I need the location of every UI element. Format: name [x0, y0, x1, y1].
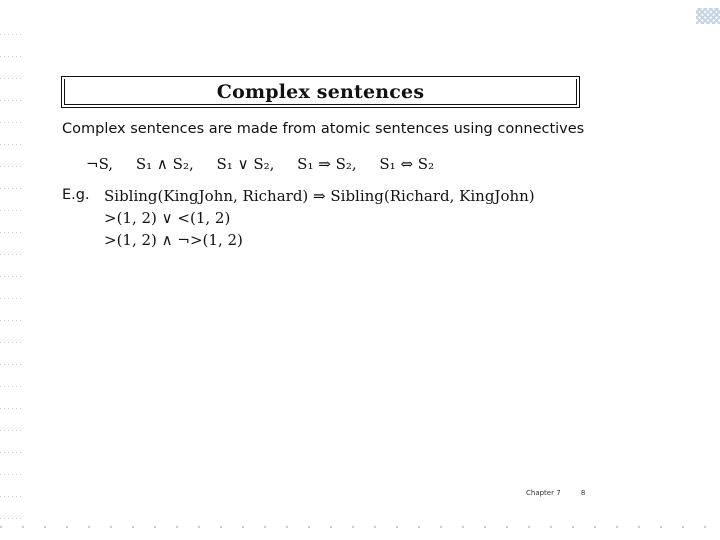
margin-dot-row: [0, 276, 24, 277]
margin-dot-row: [0, 320, 24, 321]
margin-dot-row: [0, 122, 24, 123]
title-inner-frame: [64, 79, 577, 105]
margin-dot-row: [0, 386, 24, 387]
connective-iff: S₁ ⇔ S₂: [379, 155, 435, 173]
margin-dot-row: [0, 78, 24, 79]
margin-dot-row: [0, 496, 24, 497]
margin-dot-row: [0, 166, 24, 167]
margin-dot-row: [0, 254, 24, 255]
margin-dot-row: [0, 34, 24, 35]
margin-dot-row: [0, 408, 24, 409]
margin-dot-row: [0, 342, 24, 343]
title-box: [61, 76, 580, 108]
bottom-dot-border: [0, 526, 720, 528]
margin-dot-row: [0, 144, 24, 145]
eg-label: E.g.: [62, 187, 90, 203]
margin-dot-row: [0, 188, 24, 189]
margin-dot-row: [0, 518, 24, 519]
margin-dot-row: [0, 474, 24, 475]
margin-dot-row: [0, 232, 24, 233]
margin-dot-row: [0, 210, 24, 211]
connective-or: S₁ ∨ S₂,: [216, 155, 275, 173]
margin-dot-row: [0, 452, 24, 453]
margin-dot-row: [0, 100, 24, 101]
margin-dot-row: [0, 56, 24, 57]
example-2: >(1, 2) ∨ <(1, 2): [104, 209, 231, 227]
intro-text: Complex sentences are made from atomic sentences using connectives: [62, 121, 585, 137]
corner-decoration: [696, 8, 720, 24]
margin-dot-row: [0, 430, 24, 431]
footer-page-number: 8: [580, 489, 586, 497]
connective-and: S₁ ∧ S₂,: [135, 155, 194, 173]
example-3: >(1, 2) ∧ ¬>(1, 2): [104, 231, 243, 249]
connective-not: ¬S,: [86, 155, 114, 173]
connective-implies: S₁ ⇒ S₂,: [297, 155, 357, 173]
slide-title: Complex sentences: [216, 80, 425, 103]
margin-dot-row: [0, 364, 24, 365]
slide-footer: [526, 489, 585, 497]
connectives-line: [86, 155, 452, 173]
example-1: Sibling(KingJohn, Richard) ⇒ Sibling(Richard, KingJohn): [104, 187, 535, 205]
margin-dot-row: [0, 298, 24, 299]
footer-chapter: Chapter 7: [526, 489, 561, 497]
